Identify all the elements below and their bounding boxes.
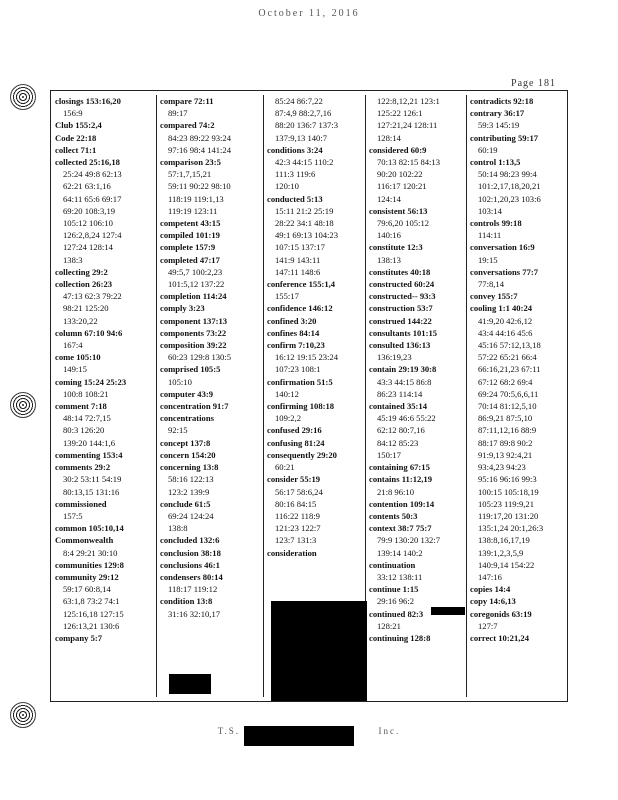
index-entry-continuation: 137:9,13 140:7 xyxy=(275,132,328,143)
index-entry: constructed 60:24 xyxy=(369,279,435,290)
index-entry-continuation: 41:9,20 42:6,12 xyxy=(478,315,533,326)
index-entry: comments 29:2 xyxy=(55,462,111,473)
index-entry: consequently 29:20 xyxy=(267,449,337,460)
index-entry-continuation: 123:2 139:9 xyxy=(168,486,210,497)
index-entry: comply 3:23 xyxy=(160,303,205,314)
index-entry-continuation: 80:3 126:20 xyxy=(63,425,105,436)
index-entry: contains 11:12,19 xyxy=(369,474,433,485)
index-entry: contradicts 92:18 xyxy=(470,96,534,106)
index-entry-continuation: 60:19 xyxy=(478,144,498,155)
index-entry: concluded 132:6 xyxy=(160,535,220,546)
index-entry-continuation: 87:11,12,16 88:9 xyxy=(478,425,537,436)
index-entry-continuation: 28:22 34:1 48:18 xyxy=(275,218,334,229)
index-entry-continuation: 25:24 49:8 62:13 xyxy=(63,169,122,180)
index-entry-continuation: 49:1 69:13 104:23 xyxy=(275,230,339,241)
index-entry-continuation: 139:20 144:1,6 xyxy=(63,437,116,448)
index-entry-continuation: 98:21 125:20 xyxy=(63,303,109,314)
index-entry-continuation: 85:24 86:7,22 xyxy=(275,96,323,106)
index-entry: compared 74:2 xyxy=(160,120,215,131)
index-entry: continuing 128:8 xyxy=(369,632,431,643)
index-entry: containing 67:15 xyxy=(369,462,430,473)
index-entry: confines 84:14 xyxy=(267,327,320,338)
index-entry-continuation: 70:14 81:12,5,10 xyxy=(478,401,537,412)
index-entry: contain 29:19 30:8 xyxy=(369,364,437,375)
index-entry-continuation: 62:12 80:7,16 xyxy=(377,425,425,436)
index-entry: comprised 105:5 xyxy=(160,364,221,375)
index-entry: concern 154:20 xyxy=(160,449,216,460)
index-entry: constitutes 40:18 xyxy=(369,266,431,277)
index-entry: collected 25:16,18 xyxy=(55,157,120,168)
index-entry: cooling 1:1 40:24 xyxy=(470,303,533,314)
index-entry-continuation: 80:13,15 131:16 xyxy=(63,486,120,497)
index-entry-continuation: 47:13 62:3 79:22 xyxy=(63,291,122,302)
index-entry: construction 53:7 xyxy=(369,303,433,314)
index-entry-continuation: 126:13,21 130:6 xyxy=(63,620,120,631)
index-entry-continuation: 95:16 96:16 99:3 xyxy=(478,474,537,485)
index-entry-continuation: 147:16 xyxy=(478,571,502,582)
index-entry-continuation: 58:16 122:13 xyxy=(168,474,214,485)
index-entry: come 105:10 xyxy=(55,352,101,363)
index-entry: collecting 29:2 xyxy=(55,266,108,277)
index-entry-continuation: 43:3 44:15 86:8 xyxy=(377,376,432,387)
index-entry-continuation: 50:14 98:23 99:4 xyxy=(478,169,537,180)
index-entry-continuation: 124:14 xyxy=(377,193,401,204)
index-entry: conclusion 38:18 xyxy=(160,547,221,558)
index-entry: considered 60:9 xyxy=(369,144,427,155)
index-entry-continuation: 138:3 xyxy=(63,254,83,265)
index-entry-continuation: 19:15 xyxy=(478,254,498,265)
index-entry: conversations 77:7 xyxy=(470,266,539,277)
index-entry: comment 7:18 xyxy=(55,401,107,412)
index-entry: confirmation 51:5 xyxy=(267,376,333,387)
index-entry-continuation: 102:1,20,23 103:6 xyxy=(478,193,541,204)
index-entry-continuation: 87:4,9 88:2,7,16 xyxy=(275,108,332,119)
index-entry-continuation: 30:2 53:11 54:19 xyxy=(63,474,122,485)
index-entry: conversation 16:9 xyxy=(470,242,535,253)
index-entry-continuation: 45:19 46:6 55:22 xyxy=(377,413,436,424)
index-entry-continuation: 88:17 89:8 90:2 xyxy=(478,437,533,448)
index-entry-continuation: 16:12 19:15 23:24 xyxy=(275,352,339,363)
index-entry-continuation: 69:20 108:3,19 xyxy=(63,205,116,216)
index-entry-continuation: 128:14 xyxy=(377,132,401,143)
index-entry-continuation: 45:16 57:12,13,18 xyxy=(478,340,541,351)
index-entry: component 137:13 xyxy=(160,315,228,326)
index-entry: contributing 59:17 xyxy=(470,132,539,143)
index-entry: composition 39:22 xyxy=(160,340,227,351)
index-entry-continuation: 150:17 xyxy=(377,449,401,460)
index-entry-continuation: 147:11 148:6 xyxy=(275,266,321,277)
index-entry-continuation: 59:11 90:22 98:10 xyxy=(168,181,231,192)
index-entry: common 105:10,14 xyxy=(55,523,124,534)
index-entry-continuation: 128:21 xyxy=(377,620,401,631)
redaction-block xyxy=(431,607,465,615)
index-entry-continuation: 123:7 131:3 xyxy=(275,535,317,546)
index-entry-continuation: 43:4 44:16 45:6 xyxy=(478,327,533,338)
index-entry-continuation: 127:21,24 128:11 xyxy=(377,120,438,131)
index-entry-continuation: 125:22 126:1 xyxy=(377,108,423,119)
index-entry-continuation: 92:15 xyxy=(168,425,188,436)
index-entry-continuation: 140:9,14 154:22 xyxy=(478,559,535,570)
index-entry: convey 155:7 xyxy=(470,291,518,302)
index-entry: Club 155:2,4 xyxy=(55,120,102,131)
index-entry-continuation: 100:8 108:21 xyxy=(63,388,109,399)
index-frame xyxy=(50,90,568,702)
index-entry-continuation: 66:16,21,23 67:11 xyxy=(478,364,541,375)
index-entry: consulted 136:13 xyxy=(369,340,431,351)
index-entry-continuation: 139:14 140:2 xyxy=(377,547,423,558)
index-entry: communities 129:8 xyxy=(55,559,124,570)
index-entry-continuation: 105:10 xyxy=(168,376,192,387)
index-entry-continuation: 86:9,21 87:5,10 xyxy=(478,413,533,424)
index-entry-continuation: 101:5,12 137:22 xyxy=(168,279,225,290)
index-column-2 xyxy=(156,95,263,697)
index-entry: concerning 13:8 xyxy=(160,462,219,473)
index-entry-continuation: 167:4 xyxy=(63,340,83,351)
index-entry: context 38:7 75:7 xyxy=(369,523,432,534)
index-entry: compare 72:11 xyxy=(160,96,214,106)
index-entry-continuation: 157:5 xyxy=(63,510,83,521)
index-entry-continuation: 42:3 44:15 110:2 xyxy=(275,157,334,168)
index-entry: closings 153:16,20 xyxy=(55,96,121,106)
index-entry: contents 50:3 xyxy=(369,510,418,521)
index-entry-continuation: 103:14 xyxy=(478,205,502,216)
index-entry-continuation: 127:24 128:14 xyxy=(63,242,113,253)
binder-hole-icon xyxy=(10,392,36,418)
index-entry-continuation: 122:8,12,21 123:1 xyxy=(377,96,440,106)
index-entry-continuation: 31:16 32:10,17 xyxy=(168,608,221,619)
index-entry-continuation: 60:21 xyxy=(275,462,295,473)
index-entry-continuation: 48:14 72:7,15 xyxy=(63,413,111,424)
index-entry-continuation: 156:9 xyxy=(63,108,83,119)
index-entry: control 1:13,5 xyxy=(470,157,521,168)
index-entry: coming 15:24 25:23 xyxy=(55,376,127,387)
index-entry-continuation: 88:20 136:7 137:3 xyxy=(275,120,339,131)
index-entry-continuation: 118:17 119:12 xyxy=(168,584,218,595)
index-entry-continuation: 59:3 145:19 xyxy=(478,120,520,131)
index-entry-continuation: 62:21 63:1,16 xyxy=(63,181,111,192)
index-entry: concept 137:8 xyxy=(160,437,211,448)
page-header-title: October 11, 2016 xyxy=(258,8,360,19)
index-entry: confined 3:20 xyxy=(267,315,317,326)
binder-hole-icon xyxy=(10,84,36,110)
index-entry-continuation: 60:23 129:8 130:5 xyxy=(168,352,232,363)
index-entry: conditions 3:24 xyxy=(267,144,323,155)
footer-left: T.S. xyxy=(217,726,241,736)
index-entry-continuation: 116:22 118:9 xyxy=(275,510,320,521)
index-entry: commissioned xyxy=(55,498,107,509)
index-entry-continuation: 77:8,14 xyxy=(478,279,505,290)
index-entry-continuation: 84:23 89:22 93:24 xyxy=(168,132,232,143)
index-entry: compiled 101:19 xyxy=(160,230,220,241)
index-entry: copy 14:6,13 xyxy=(470,596,516,607)
index-entry-continuation: 138:8,16,17,19 xyxy=(478,535,530,546)
index-entry: constitute 12:3 xyxy=(369,242,423,253)
index-entry-continuation: 121:23 122:7 xyxy=(275,523,321,534)
index-entry: correct 10:21,24 xyxy=(470,632,530,643)
index-entry-continuation: 80:16 84:15 xyxy=(275,498,317,509)
index-entry-continuation: 69:24 124:24 xyxy=(168,510,214,521)
index-entry: collection 26:23 xyxy=(55,279,113,290)
index-entry: consistent 56:13 xyxy=(369,205,428,216)
page-footer xyxy=(0,726,618,736)
index-entry-continuation: 105:12 106:10 xyxy=(63,218,113,229)
index-entry-continuation: 111:3 119:6 xyxy=(275,169,316,180)
index-entry-continuation: 135:1,24 20:1,26:3 xyxy=(478,523,544,534)
index-entry-continuation: 64:11 65:6 69:17 xyxy=(63,193,122,204)
index-entry: copies 14:4 xyxy=(470,584,511,595)
index-entry-continuation: 49:5,7 100:2,23 xyxy=(168,266,223,277)
redaction-block xyxy=(169,674,211,694)
index-entry: column 67:10 94:6 xyxy=(55,327,123,338)
index-entry: constructed-- 93:3 xyxy=(369,291,436,302)
index-entry: coregonids 63:19 xyxy=(470,608,532,619)
index-column-5 xyxy=(466,95,570,697)
index-entry: completed 47:17 xyxy=(160,254,220,265)
index-entry-continuation: 149:15 xyxy=(63,364,87,375)
redaction-block xyxy=(271,601,367,701)
index-entry-continuation: 21:8 96:10 xyxy=(377,486,415,497)
index-entry-continuation: 140:12 xyxy=(275,388,299,399)
index-entry-continuation: 70:13 82:15 84:13 xyxy=(377,157,441,168)
index-entry-continuation: 79:9 130:20 132:7 xyxy=(377,535,441,546)
index-entry: concentrations xyxy=(160,413,214,424)
index-entry: conducted 5:13 xyxy=(267,193,323,204)
index-entry: conclude 61:5 xyxy=(160,498,211,509)
index-entry-continuation: 105:23 119:9,21 xyxy=(478,498,535,509)
index-entry-continuation: 59:17 60:8,14 xyxy=(63,584,111,595)
index-entry-continuation: 136:19,23 xyxy=(377,352,412,363)
footer-right: Inc. xyxy=(378,726,401,736)
index-entry-continuation: 33:12 138:11 xyxy=(377,571,423,582)
index-entry: contained 35:14 xyxy=(369,401,428,412)
index-entry-continuation: 100:15 105:18,19 xyxy=(478,486,539,497)
index-entry: community 29:12 xyxy=(55,571,119,582)
index-entry-continuation: 127:7 xyxy=(478,620,498,631)
index-entry-continuation: 93:4,23 94:23 xyxy=(478,462,526,473)
index-entry-continuation: 69:24 70:5,6,6,11 xyxy=(478,388,539,399)
index-entry-continuation: 114:11 xyxy=(478,230,502,241)
index-entry: competent 43:15 xyxy=(160,218,221,229)
index-entry: commenting 153:4 xyxy=(55,449,123,460)
index-entry: confusing 81:24 xyxy=(267,437,325,448)
index-column-1 xyxy=(55,95,153,697)
index-entry-continuation: 79:6,20 105:12 xyxy=(377,218,430,229)
index-entry-continuation: 67:12 68:2 69:4 xyxy=(478,376,533,387)
index-entry: contrary 36:17 xyxy=(470,108,525,119)
index-entry-continuation: 141:9 143:11 xyxy=(275,254,321,265)
index-entry: confidence 146:12 xyxy=(267,303,333,314)
index-entry: confused 29:16 xyxy=(267,425,322,436)
index-entry-continuation: 57:1,7,15,21 xyxy=(168,169,212,180)
index-entry-continuation: 139:1,2,3,5,9 xyxy=(478,547,524,558)
index-entry: contention 109:14 xyxy=(369,498,435,509)
index-entry-continuation: 107:15 137:17 xyxy=(275,242,325,253)
binder-hole-icon xyxy=(10,702,36,728)
index-entry-continuation: 29:16 96:2 xyxy=(377,596,415,607)
index-entry-continuation: 109:2,2 xyxy=(275,413,302,424)
index-entry-continuation: 8:4 29:21 30:10 xyxy=(63,547,118,558)
index-entry: confirm 7:10,23 xyxy=(267,340,325,351)
index-entry-continuation: 138:8 xyxy=(168,523,188,534)
index-entry: condition 13:8 xyxy=(160,596,213,607)
index-entry-continuation: 120:10 xyxy=(275,181,299,192)
index-entry-continuation: 133:20,22 xyxy=(63,315,98,326)
index-entry: confirming 108:18 xyxy=(267,401,335,412)
index-entry-continuation: 91:9,13 92:4,21 xyxy=(478,449,533,460)
index-entry: comparison 23:5 xyxy=(160,157,221,168)
index-entry: consultants 101:15 xyxy=(369,327,438,338)
index-entry: construed 144:22 xyxy=(369,315,432,326)
index-entry-continuation: 57:22 65:21 66:4 xyxy=(478,352,537,363)
page-number: Page 181 xyxy=(511,78,556,89)
index-entry-continuation: 140:16 xyxy=(377,230,401,241)
index-entry-continuation: 119:17,20 131:20 xyxy=(478,510,539,521)
index-entry-continuation: 56:17 58:6,24 xyxy=(275,486,323,497)
index-entry-continuation: 84:12 85:23 xyxy=(377,437,419,448)
index-entry: computer 43:9 xyxy=(160,388,214,399)
index-entry-continuation: 125:16,18 127:15 xyxy=(63,608,124,619)
index-entry: conference 155:1,4 xyxy=(267,279,336,290)
index-entry: concentration 91:7 xyxy=(160,401,229,412)
index-entry: collect 71:1 xyxy=(55,144,97,155)
index-entry-continuation: 89:17 xyxy=(168,108,188,119)
index-entry: consider 55:19 xyxy=(267,474,321,485)
index-entry: conclusions 46:1 xyxy=(160,559,220,570)
index-entry-continuation: 15:11 21:2 25:19 xyxy=(275,205,334,216)
index-entry-continuation: 138:13 xyxy=(377,254,401,265)
index-entry: Commonwealth xyxy=(55,535,114,546)
index-entry-continuation: 116:17 120:21 xyxy=(377,181,427,192)
index-entry-continuation: 118:19 119:1,13 xyxy=(168,193,224,204)
index-entry-continuation: 119:19 123:11 xyxy=(168,205,218,216)
index-entry: consideration xyxy=(267,547,317,558)
index-entry: condensers 80:14 xyxy=(160,571,223,582)
index-entry: continue 1:15 xyxy=(369,584,419,595)
index-entry-continuation: 155:17 xyxy=(275,291,299,302)
index-entry-continuation: 107:23 108:1 xyxy=(275,364,321,375)
index-entry: company 5:7 xyxy=(55,632,103,643)
index-entry-continuation: 101:2,17,18,20,21 xyxy=(478,181,541,192)
index-entry: continued 82:3 xyxy=(369,608,424,619)
index-entry: controls 99:18 xyxy=(470,218,522,229)
index-entry: components 73:22 xyxy=(160,327,227,338)
index-entry: complete 157:9 xyxy=(160,242,216,253)
index-entry: Code 22:18 xyxy=(55,132,97,143)
index-entry: continuation xyxy=(369,559,416,570)
index-entry-continuation: 97:16 98:4 141:24 xyxy=(168,144,232,155)
index-entry: completion 114:24 xyxy=(160,291,227,302)
index-entry-continuation: 90:20 102:22 xyxy=(377,169,423,180)
index-entry-continuation: 86:23 114:14 xyxy=(377,388,423,399)
index-entry-continuation: 126:2,8,24 127:4 xyxy=(63,230,122,241)
index-entry-continuation: 63:1,8 73:2 74:1 xyxy=(63,596,120,607)
